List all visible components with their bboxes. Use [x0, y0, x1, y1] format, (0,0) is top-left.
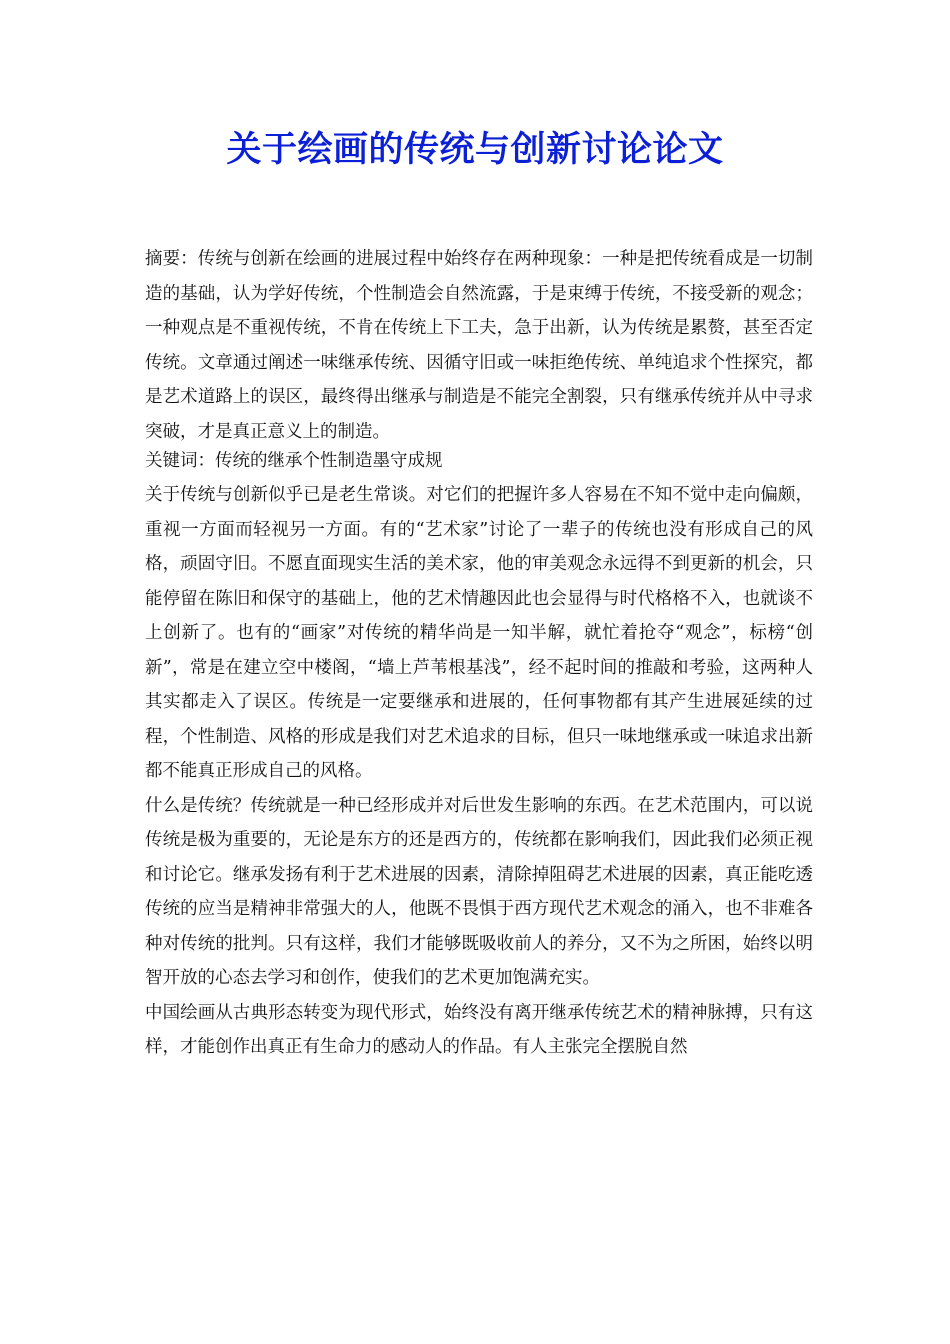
document-title: 关于绘画的传统与创新讨论论文	[226, 130, 724, 170]
abstract-paragraph: 摘要：传统与创新在绘画的进展过程中始终存在两种现象：一种是把传统看成是一切制造的基础，认为学好传统，个性制造会自然流露，于是束缚于传统，不接受新的观念；一种观点是不重视传统，不肯在传统上下工夫，急于出新，认为传统是累赘，甚至否定传统。文章通过阐述一味继承传统、因循守旧或一味拒绝传统、单纯追求个性探究，都是艺术道路上的误区，最终得出继承与制造是不能完全割裂，只有继承传统并从中寻求突破，才是真正意义上的制造。	[145, 249, 813, 442]
body-paragraph-1: 关于传统与创新似乎已是老生常谈。对它们的把握许多人容易在不知不觉中走向偏颇，重视一方面而轻视另一方面。有的“艺术家”讨论了一辈子的传统也没有形成自己的风格，顽固守旧。不愿直面现实生活的美术家，他的审美观念永远得不到更新的机会，只能停留在陈旧和保守的基础上，他的艺术情趣因此也会显得与时代格格不入，也就谈不上创新了。也有的“画家”对传统的精华尚是一知半解，就忙着抢夺“观念”，标榜“创新”，常是在建立空中楼阁，“墙上芦苇根基浅”，经不起时间的推敲和考验，这两种人其实都走入了误区。传统是一定要继承和进展的，任何事物都有其产生进展延续的过程，个性制造、风格的形成是我们对艺术追求的目标，但只一味地继承或一味追求出新都不能真正形成自己的风格。	[145, 485, 813, 781]
body-paragraph-3: 中国绘画从古典形态转变为现代形式，始终没有离开继承传统艺术的精神脉搏，只有这样，才能创作出真正有生命力的感动人的作品。有人主张完全摆脱自然	[145, 1002, 813, 1057]
body-paragraph-2: 什么是传统？传统就是一种已经形成并对后世发生影响的东西。在艺术范围内，可以说传统是极为重要的，无论是东方的还是西方的，传统都在影响我们，因此我们必须正视和讨论它。继承发扬有利于艺术进展的因素，清除掉阻碍艺术进展的因素，真正能吃透传统的应当是精神非常强大的人，他既不畏惧于西方现代艺术观念的涌入，也不非难各种对传统的批判。只有这样，我们才能够既吸收前人的养分，又不为之所困，始终以明智开放的心态去学习和创作，使我们的艺术更加饱满充实。	[145, 795, 813, 988]
keywords-line: 关键词：传统的继承个性制造墨守成规	[145, 451, 443, 471]
document-body	[145, 242, 813, 1065]
